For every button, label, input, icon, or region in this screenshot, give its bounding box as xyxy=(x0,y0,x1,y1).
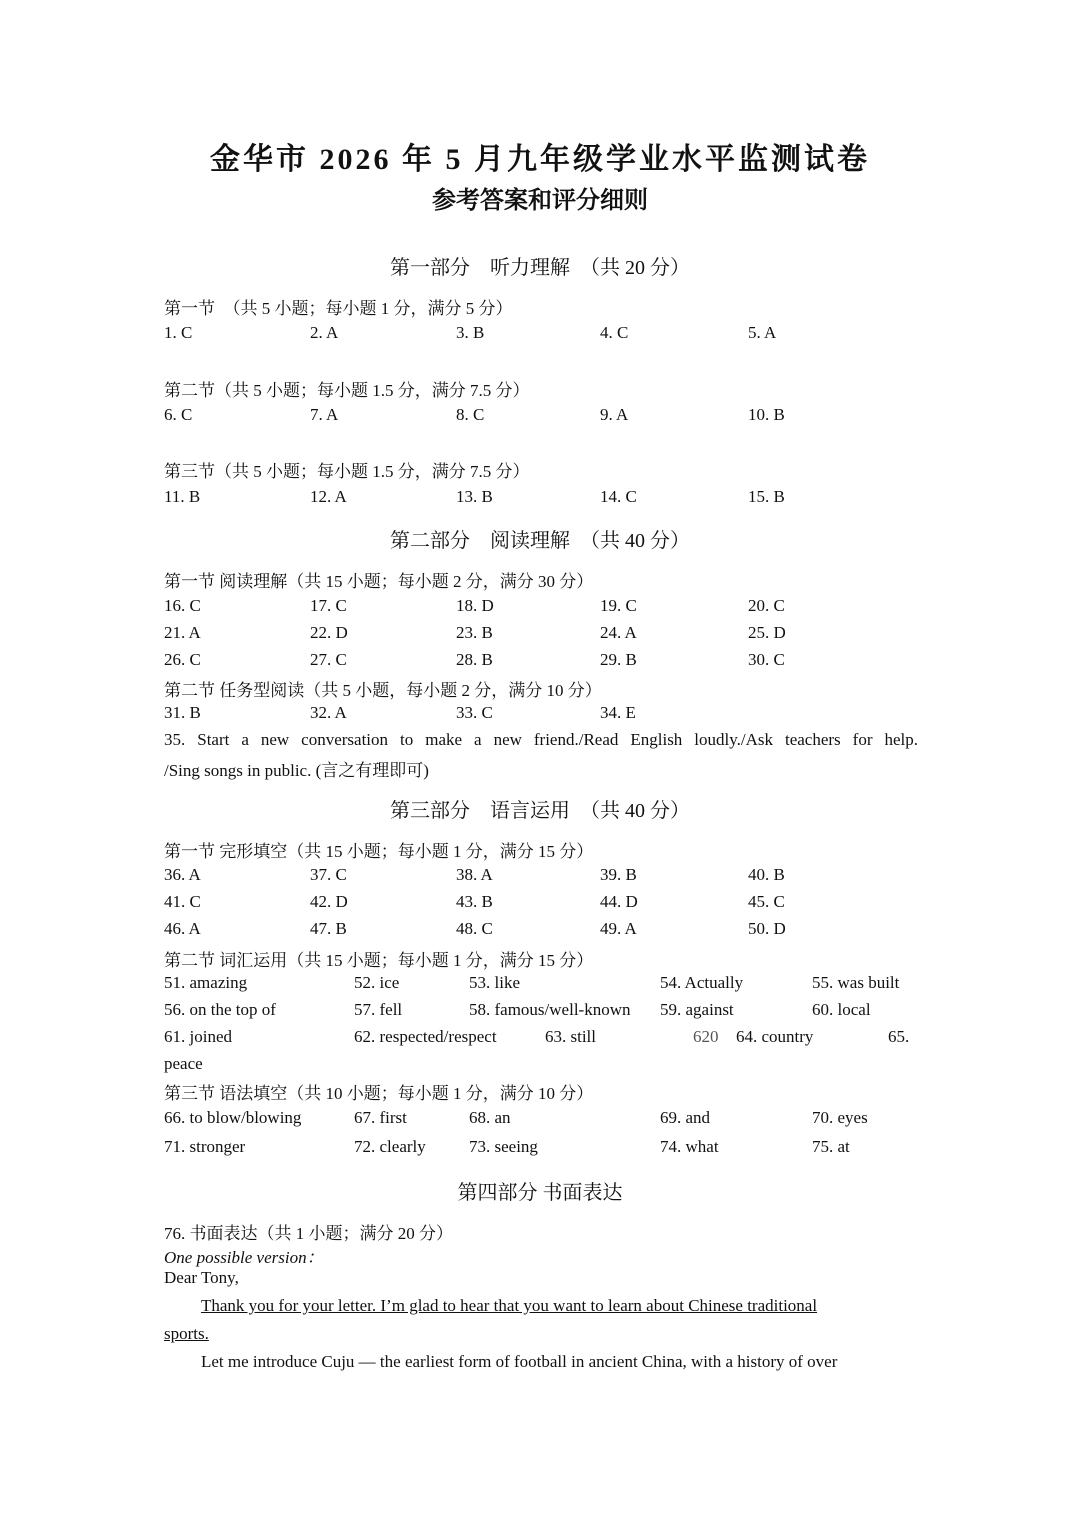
answer-item: 47. B xyxy=(310,919,347,938)
q76-title: 76. 书面表达（共 1 小题；满分 20 分） xyxy=(164,1224,453,1243)
answer-item: 31. B xyxy=(164,703,201,722)
answer-item: 13. B xyxy=(456,487,493,506)
answer-item: 65. xyxy=(888,1027,910,1046)
answer-item: 64. country xyxy=(736,1027,814,1046)
answer-item: 22. D xyxy=(310,623,348,642)
answer-item: 27. C xyxy=(310,650,347,669)
letter-underlined-text: sports. xyxy=(164,1324,209,1343)
answer-item: 58. famous/well-known xyxy=(469,1000,631,1019)
part4-title: 第四部分 书面表达 xyxy=(457,1182,623,1204)
part3-sec3-title: 第三节 语法填空（共 10 小题；每小题 1 分，满分 10 分） xyxy=(164,1084,594,1103)
answer-item: 54. Actually xyxy=(660,973,744,992)
part1-title: 第一部分 听力理解 （共 20 分） xyxy=(390,257,690,279)
part3-title: 第三部分 语言运用 （共 40 分） xyxy=(390,800,690,822)
answer-item: 66. to blow/blowing xyxy=(164,1108,302,1127)
answer-item: 72. clearly xyxy=(354,1137,426,1156)
answer-item: 17. C xyxy=(310,596,347,615)
page-subtitle: 参考答案和评分细则 xyxy=(432,188,648,214)
answer-item: 38. A xyxy=(456,865,493,884)
answer-item: 53. like xyxy=(469,973,520,992)
answer-row xyxy=(0,623,1080,647)
part1-sec3-title: 第三节（共 5 小题；每小题 1.5 分，满分 7.5 分） xyxy=(164,462,530,481)
answer-item: 19. C xyxy=(600,596,637,615)
answer-row xyxy=(0,1137,1080,1161)
part2-sec1-title: 第一节 阅读理解（共 15 小题；每小题 2 分，满分 30 分） xyxy=(164,572,594,591)
answer-item: 42. D xyxy=(310,892,348,911)
answer-item: 51. amazing xyxy=(164,973,248,992)
part1-sec2-title: 第二节（共 5 小题；每小题 1.5 分，满分 7.5 分） xyxy=(164,381,530,400)
answer-item: 4. C xyxy=(600,323,629,342)
answer-item: 75. at xyxy=(812,1137,850,1156)
page-title: 金华市 2026 年 5 月九年级学业水平监测试卷 xyxy=(210,143,870,176)
answer-row xyxy=(0,703,1080,727)
answer-item: 15. B xyxy=(748,487,785,506)
answer-item: 45. C xyxy=(748,892,785,911)
answer-item: 33. C xyxy=(456,703,493,722)
answer-item: 28. B xyxy=(456,650,493,669)
answer-item: 29. B xyxy=(600,650,637,669)
answer-item: 61. joined xyxy=(164,1027,232,1046)
possible-version-label: One possible version： xyxy=(164,1248,324,1267)
answer-row xyxy=(0,865,1080,889)
answer-item: 30. C xyxy=(748,650,785,669)
answer-item: 49. A xyxy=(600,919,637,938)
answer-item: 40. B xyxy=(748,865,785,884)
q35-answer-line2: /Sing songs in public. (言之有理即可) xyxy=(164,761,429,780)
answer-item: 25. D xyxy=(748,623,786,642)
answer-item: 74. what xyxy=(660,1137,719,1156)
letter-paragraph2-line1: Let me introduce Cuju — the earliest form of football in ancient China, with a history of over xyxy=(201,1352,838,1371)
answer-row xyxy=(0,973,1080,997)
answer-item: 52. ice xyxy=(354,973,400,992)
letter-underlined-text: Thank you for your letter. I’m glad to hear that you want to learn about Chinese traditional xyxy=(201,1296,818,1315)
answer-item: 18. D xyxy=(456,596,494,615)
answer-item: 68. an xyxy=(469,1108,511,1127)
q35-answer-line1: 35. Start a new conversation to make a new friend./Read English loudly./Ask teachers for help. xyxy=(164,730,918,749)
answer-item: 8. C xyxy=(456,405,485,424)
answer-item: 23. B xyxy=(456,623,493,642)
answer-item: 32. A xyxy=(310,703,347,722)
answer-item: 50. D xyxy=(748,919,786,938)
answer-item: 39. B xyxy=(600,865,637,884)
answer-item: 2. A xyxy=(310,323,339,342)
answer-item: 55. was built xyxy=(812,973,900,992)
answer-item: 20. C xyxy=(748,596,785,615)
stray-mark: 620 xyxy=(693,1027,719,1046)
answer-item: 7. A xyxy=(310,405,339,424)
answer-item: 70. eyes xyxy=(812,1108,868,1127)
answer-item: 44. D xyxy=(600,892,638,911)
letter-greeting: Dear Tony, xyxy=(164,1268,239,1287)
answer-row xyxy=(0,892,1080,916)
part1-sec1-answers xyxy=(0,323,1080,347)
answer-item: 5. A xyxy=(748,323,777,342)
answer-item: 56. on the top of xyxy=(164,1000,276,1019)
answer-item: 1. C xyxy=(164,323,193,342)
answer-item: 16. C xyxy=(164,596,201,615)
answer-item: 11. B xyxy=(164,487,201,506)
part3-sec2-title: 第二节 词汇运用（共 15 小题；每小题 1 分，满分 15 分） xyxy=(164,951,594,970)
answer-item: 21. A xyxy=(164,623,201,642)
answer-item: 48. C xyxy=(456,919,493,938)
answer-item: 71. stronger xyxy=(164,1137,246,1156)
part2-sec2-title: 第二节 任务型阅读（共 5 小题，每小题 2 分，满分 10 分） xyxy=(164,681,602,700)
answer-item: 41. C xyxy=(164,892,201,911)
answer-item: 43. B xyxy=(456,892,493,911)
answer-row xyxy=(0,919,1080,943)
answer-item: 36. A xyxy=(164,865,201,884)
answer-row xyxy=(0,1000,1080,1024)
part3-sec1-title: 第一节 完形填空（共 15 小题；每小题 1 分，满分 15 分） xyxy=(164,842,594,861)
answer-item: 67. first xyxy=(354,1108,407,1127)
letter-paragraph1-line2 xyxy=(164,1324,918,1344)
answer-item: 59. against xyxy=(660,1000,734,1019)
answer-item: 37. C xyxy=(310,865,347,884)
part1-sec1-title: 第一节 （共 5 小题；每小题 1 分，满分 5 分） xyxy=(164,299,513,318)
answer-item: 12. A xyxy=(310,487,347,506)
part1-sec3-answers xyxy=(0,487,1080,511)
answer-item: 6. C xyxy=(164,405,193,424)
letter-paragraph1-line1 xyxy=(201,1296,918,1316)
answer-row xyxy=(0,596,1080,620)
answer-row xyxy=(0,1108,1080,1132)
answer-row xyxy=(0,650,1080,674)
answer-item: 26. C xyxy=(164,650,201,669)
answer-item: 60. local xyxy=(812,1000,871,1019)
answer-row xyxy=(0,1027,1080,1051)
part1-sec2-answers xyxy=(0,405,1080,429)
answer-item: 69. and xyxy=(660,1108,711,1127)
answer-item: 73. seeing xyxy=(469,1137,538,1156)
answer-item: 62. respected/respect xyxy=(354,1027,497,1046)
answer-item: 63. still xyxy=(545,1027,597,1046)
answer-item: 14. C xyxy=(600,487,637,506)
answer-item: 10. B xyxy=(748,405,785,424)
answer-item: 46. A xyxy=(164,919,201,938)
answer-item: 24. A xyxy=(600,623,637,642)
answer-item: 34. E xyxy=(600,703,636,722)
answer-item: 9. A xyxy=(600,405,629,424)
q65-answer-continued: peace xyxy=(164,1054,203,1073)
part2-title: 第二部分 阅读理解 （共 40 分） xyxy=(390,530,690,552)
answer-item: 3. B xyxy=(456,323,485,342)
answer-item: 57. fell xyxy=(354,1000,403,1019)
